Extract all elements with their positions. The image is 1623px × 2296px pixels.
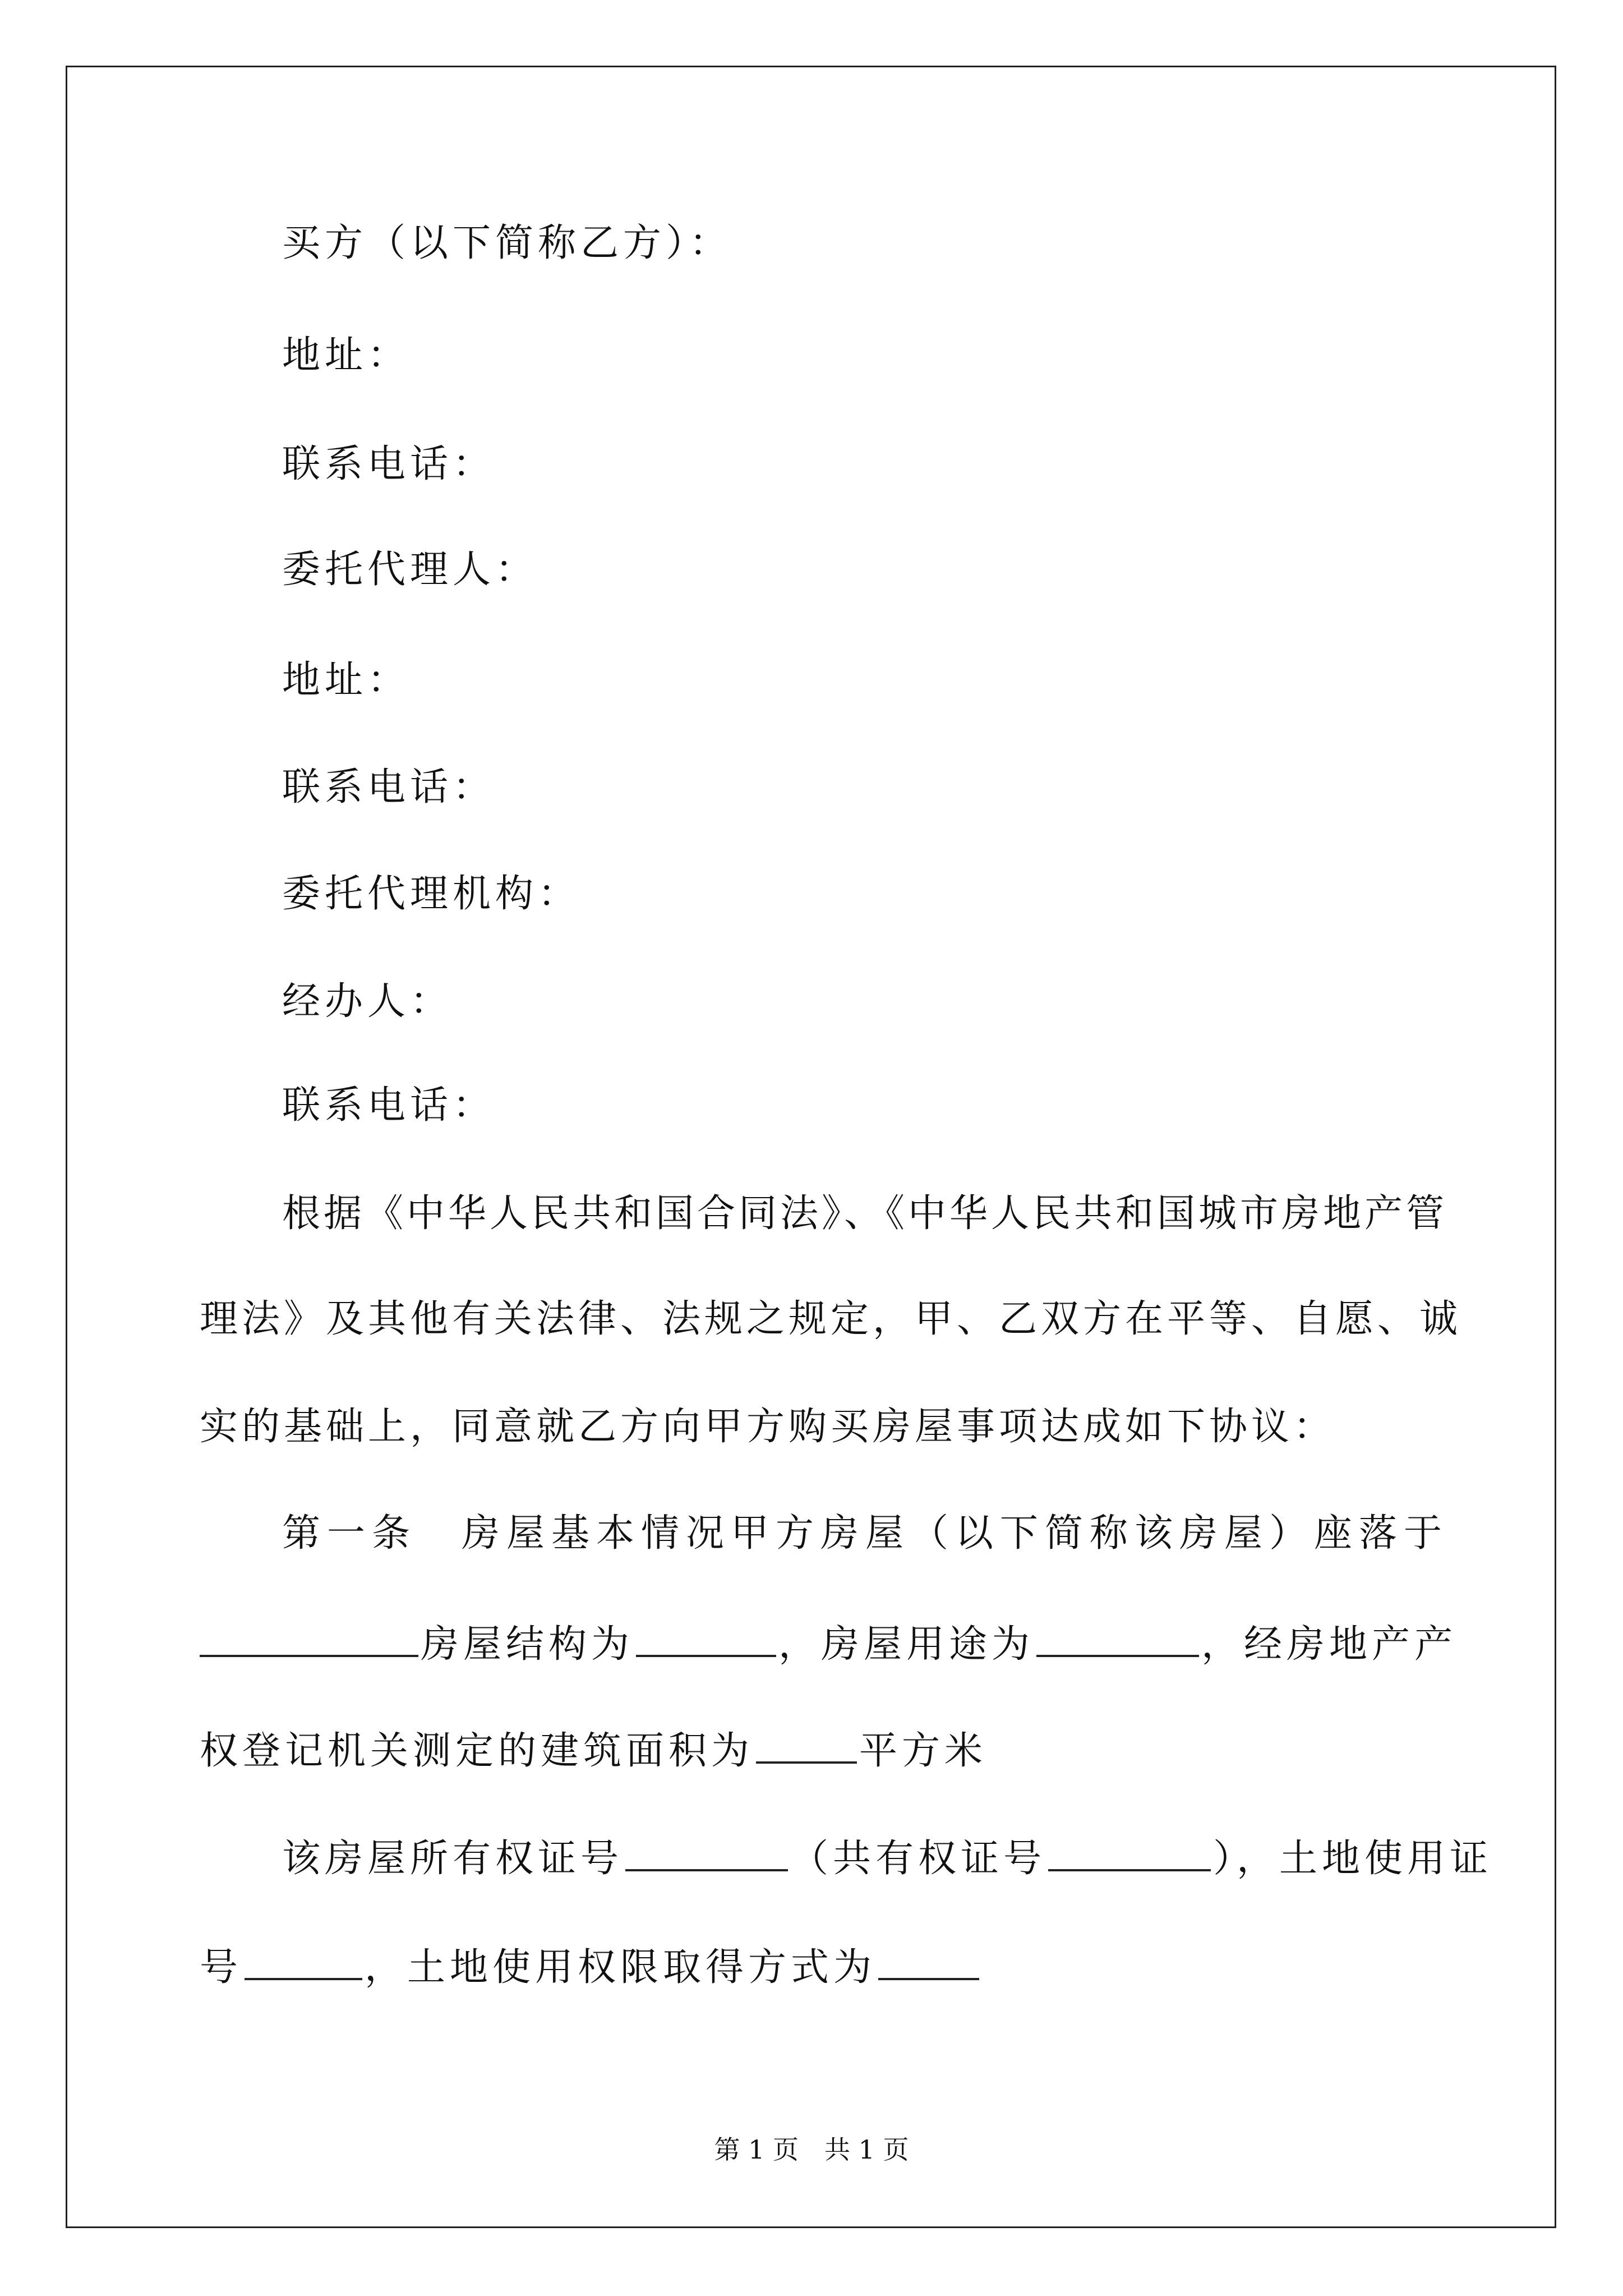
structure-blank	[636, 1621, 776, 1657]
article-1-line-3	[200, 1728, 988, 1773]
usage-blank	[1036, 1621, 1199, 1657]
address-line-1: 地址：	[282, 333, 411, 378]
land-cert-label: ），土地使用证	[1213, 1837, 1493, 1881]
joint-cert-blank	[1048, 1835, 1211, 1871]
structure-label: 房屋结构为	[421, 1622, 634, 1667]
area-blank	[756, 1728, 857, 1764]
usage-label: ，房屋用途为	[778, 1622, 1035, 1667]
article-1-line-2	[200, 1621, 1458, 1667]
area-intro-label: ，经房地产产	[1201, 1622, 1458, 1667]
handler-line: 经办人：	[282, 979, 453, 1024]
area-unit: 平方米	[859, 1729, 988, 1773]
land-cert-number-label: 号	[200, 1945, 243, 1990]
phone-line-2: 联系电话：	[282, 765, 496, 809]
land-acquisition-blank	[878, 1944, 979, 1980]
agent-line: 委托代理人：	[282, 547, 538, 592]
page-border	[66, 66, 1556, 2228]
location-blank	[200, 1621, 418, 1657]
basis-paragraph-line-2: 理法》及其他有关法律、法规之规定，甲、乙双方在平等、自愿、诚	[200, 1297, 1462, 1341]
ownership-cert-label: 该房屋所有权证号	[282, 1837, 624, 1881]
basis-paragraph-line-1: 根据《中华人民共和国合同法》、《中华人民共和国城市房地产管	[282, 1191, 1448, 1236]
article-1-line-1: 第一条 房屋基本情况甲方房屋（以下简称该房屋）座落于	[282, 1511, 1449, 1556]
ownership-cert-blank	[625, 1835, 788, 1871]
basis-paragraph-line-3: 实的基础上，同意就乙方向甲方购买房屋事项达成如下协议：	[200, 1405, 1336, 1449]
agency-line: 委托代理机构：	[282, 872, 581, 916]
certificate-line-2	[200, 1944, 981, 1990]
address-line-2: 地址：	[282, 658, 411, 702]
page-footer: 第 1 页 共 1 页	[714, 2134, 909, 2165]
certificate-line-1	[282, 1835, 1493, 1881]
buyer-line: 买方（以下简称乙方）：	[282, 221, 732, 265]
land-cert-blank	[245, 1944, 362, 1980]
joint-cert-label: （共有权证号	[790, 1837, 1046, 1881]
phone-line-3: 联系电话：	[282, 1083, 496, 1128]
land-acquisition-label: ，土地使用权限取得方式为	[365, 1945, 877, 1990]
phone-line-1: 联系电话：	[282, 442, 496, 486]
area-label: 权登记机关测定的建筑面积为	[200, 1729, 754, 1773]
